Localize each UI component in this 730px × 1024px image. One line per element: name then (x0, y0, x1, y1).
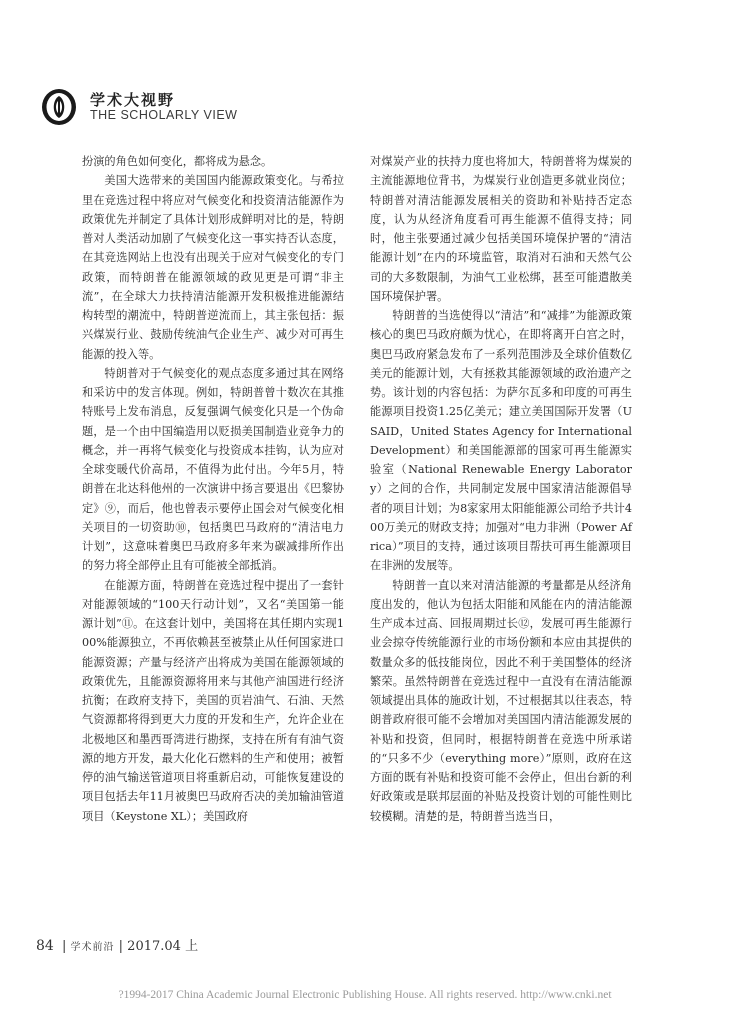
section-title-en: THE SCHOLARLY VIEW (90, 108, 238, 122)
right-column (370, 152, 632, 826)
journal-header (40, 88, 300, 128)
paragraph: 对煤炭产业的扶持力度也将加大，特朗普将为煤炭的主流能源地位背书，为煤炭行业创造更多就业岗位；特朗普对清洁能源发展相关的资助和补贴持否定态度，认为从经济角度看可再生能源不值得支持；同时，他主张要通过减少包括美国环境保护署的“清洁能源计划”在内的环境监管，取消对石油和天然气公司的大多数限制，为油气工业松绑，甚至可能遣散美国环境保护署。 (370, 155, 632, 303)
issue-label: 2017.04 上 (127, 939, 199, 954)
section-subheading: 美国大选带来的美国国内能源政策变化。 (104, 174, 310, 188)
paragraph: 在能源方面，特朗普在竞选过程中提出了一套针对能源领域的“100天行动计划”，又名“美国第一能源计划”⑪。在这套计划中，美国将在其任期内实现100%能源独立，不再依赖甚至被禁止从任何国家进口能源资源；产量与经济产出将成为美国在能源领域的政策优先，且能源资源将用来与其他产油国进行经济抗衡；在政府支持下，美国的页岩油气、石油、天然气资源都将得到更大力度的开发和生产，允许企业在北极地区和墨西哥湾进行勘探，支持在所有有油气资源的地方开发，最大化化石燃料的生产和使用；被暂停的油气输送管道项目将重新启动，可能恢复建设的项目包括去年11月被奥巴马政府否决的美加输油管道项目（Keystone XL）；美国政府 (82, 578, 344, 823)
paragraph: 特朗普对于气候变化的观点态度多通过其在网络和采访中的发言体现。例如，特朗普曾十数次在其推特账号上发布消息，反复强调气候变化只是一个伪命题，是一个由中国编造用以贬损美国制造业竞争力的概念，并一再将气候变化与投资成本挂钩，认为应对全球变暖代价高昂，不值得为此付出。今年5月，特朗普在北达科他州的一次演讲中扬言要退出《巴黎协定》⑨，而后，他也曾表示要停止国会对气候变化相关项目的一切资助⑩，包括奥巴马政府的“清洁电力计划”，这意味着奥巴马政府多年来为碳减排所作出的努力将全部停止且有可能被全部抵消。 (82, 366, 344, 573)
page-footer (36, 935, 198, 954)
paragraph: 特朗普一直以来对清洁能源的考量都是从经济角度出发的，他认为包括太阳能和风能在内的清洁能源生产成本过高、回报周期过长⑫，发展可再生能源行业会掠夺传统能源行业的市场份额和本应由其提供的数量众多的低技能岗位，因此不利于美国整体的经济繁荣。虽然特朗普在竞选过程中一直没有在清洁能源领域提出具体的施政计划，不过根据其以往表态，特朗普政府很可能不会增加对美国国内清洁能源发展的补贴和投资，但同时，根据特朗普在竞选中所承诺的“只多不少（everything more）”原则，政府在这方面的既有补贴和投资可能不会停止，但出台新的利好政策或是联邦层面的补贴及投资计划的可能性则比较模糊。清楚的是，特朗普当选当日， (370, 578, 632, 823)
paragraph: 特朗普的当选使得以“清洁”和“减排”为能源政策核心的奥巴马政府颇为忧心，在即将离开白宫之时，奥巴马政府紧急发布了一系列范围涉及全球价值数亿美元的能源计划，大有拯救其能源领域的政治遗产之势。该计划的内容包括：为萨尔瓦多和印度的可再生能源项目投资1.25亿美元；建立美国国际开发署（USAID，United States Agency for International Development）和美国能源部的国家可再生能源实验室（National Renewable Energy Laboratory）之间的合作，共同制定发展中国家清洁能源倡导者的项目计划；为8家家用太阳能能源公司给予共计400万美元的财政支持；加强对“电力非洲（Power Africa）”项目的支持，通过该项目帮扶可再生能源项目在非洲的发展等。 (370, 309, 632, 573)
footer-separator: | (118, 939, 124, 954)
footer-separator: | (61, 939, 67, 954)
paragraph: 扮演的角色如何变化，都将成为悬念。 (82, 155, 273, 168)
journal-name: 学术前沿 (70, 942, 115, 953)
paragraph: 美国大选带来的美国国内能源政策变化。与希拉里在竞选过程中将应对气候变化和投资清洁能源作为政策优先并制定了具体计划形成鲜明对比的是，特朗普对人类活动加剧了气候变化这一事实持否认态度，在其竞选网站上也没有出现关于应对气候变化的专门政策，而特朗普在能源领域的政见更是可谓“非主流”，在全球大力扶持清洁能源开发积极推进能源结构转型的潮流中，特朗普逆流而上，其主张包括：振兴煤炭行业、鼓励传统油气企业生产、减少对可再生能源的投入等。 (82, 174, 344, 361)
section-title-cn: 学术大视野 (90, 91, 176, 109)
left-column (82, 152, 344, 826)
page-number: 84 (36, 938, 54, 954)
scholarly-view-logo-icon (40, 88, 78, 126)
copyright-watermark: ?1994-2017 China Academic Journal Electronic Publishing House. All rights reserved. http://www.cnki.net (118, 989, 612, 1001)
